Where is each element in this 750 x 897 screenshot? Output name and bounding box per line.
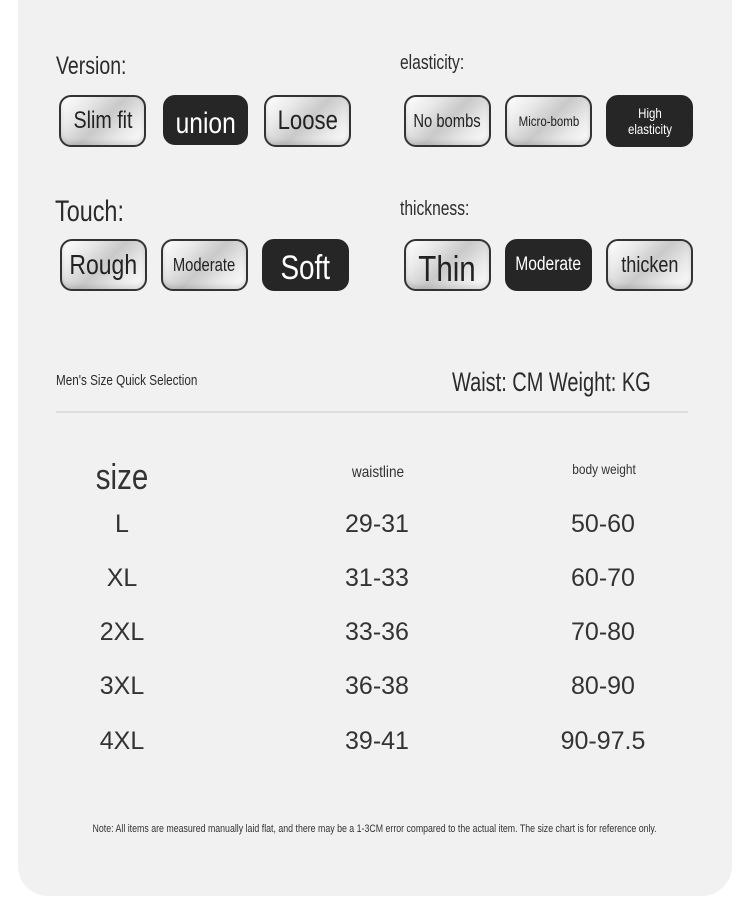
table-cell: 39-41 [345, 727, 409, 755]
thickness-label: thickness: [400, 198, 470, 220]
option-no-bombs[interactable] [404, 95, 491, 147]
option-union[interactable] [163, 95, 248, 145]
option-slim-fit[interactable] [59, 95, 146, 147]
note-text: Note: All items are measured manually laid flat, and there may be a 1-3CM error compared to the actual item. The size chart is for reference only. [92, 823, 658, 835]
table-cell: 36-38 [345, 672, 409, 700]
option-moderate-touch[interactable] [161, 239, 248, 291]
table-cell: 60-70 [571, 564, 635, 592]
table-cell: 33-36 [345, 618, 409, 646]
option-loose[interactable] [264, 95, 351, 147]
table-cell: 50-60 [571, 510, 635, 538]
option-label: Slim fit [72, 107, 133, 135]
option-high-elasticity[interactable] [606, 95, 693, 147]
table-cell: L [115, 510, 129, 538]
size-section-title: Men's Size Quick Selection [56, 372, 198, 389]
table-cell: 2XL [99, 618, 145, 646]
header-body-weight: body weight [572, 461, 636, 477]
table-cell: 90-97.5 [560, 727, 646, 755]
option-thicken[interactable] [606, 239, 693, 291]
table-cell: XL [106, 564, 138, 592]
option-soft[interactable] [262, 239, 349, 291]
section-divider [56, 411, 688, 413]
option-label: union [175, 106, 236, 140]
option-label: Thin [418, 248, 477, 290]
option-rough[interactable] [60, 239, 147, 291]
option-moderate-thickness[interactable] [505, 239, 592, 291]
measurement-note [0, 823, 750, 835]
table-cell: 70-80 [571, 618, 635, 646]
option-label: High elasticity [627, 104, 672, 137]
elasticity-label: elasticity: [400, 52, 465, 74]
option-label: Loose [277, 105, 338, 136]
option-micro-bomb[interactable] [505, 95, 592, 147]
option-label: Rough [69, 248, 138, 280]
table-cell: 3XL [99, 672, 145, 700]
header-size: size [95, 456, 149, 497]
option-label: Micro-bomb [518, 112, 579, 129]
header-waistline: waistline [351, 464, 405, 481]
table-cell: 29-31 [345, 510, 409, 538]
table-cell: 31-33 [345, 564, 409, 592]
option-label: Moderate [515, 254, 582, 276]
table-cell: 80-90 [571, 672, 635, 700]
option-label: thicken [620, 252, 679, 278]
table-cell: 4XL [99, 727, 145, 755]
version-label: Version: [56, 52, 127, 80]
option-label: Moderate [173, 254, 236, 275]
size-units: Waist: CM Weight: KG [452, 367, 651, 397]
option-thin[interactable] [404, 239, 491, 291]
touch-label: Touch: [55, 195, 124, 228]
option-label: Soft [280, 249, 331, 288]
option-label: No bombs [413, 110, 482, 131]
